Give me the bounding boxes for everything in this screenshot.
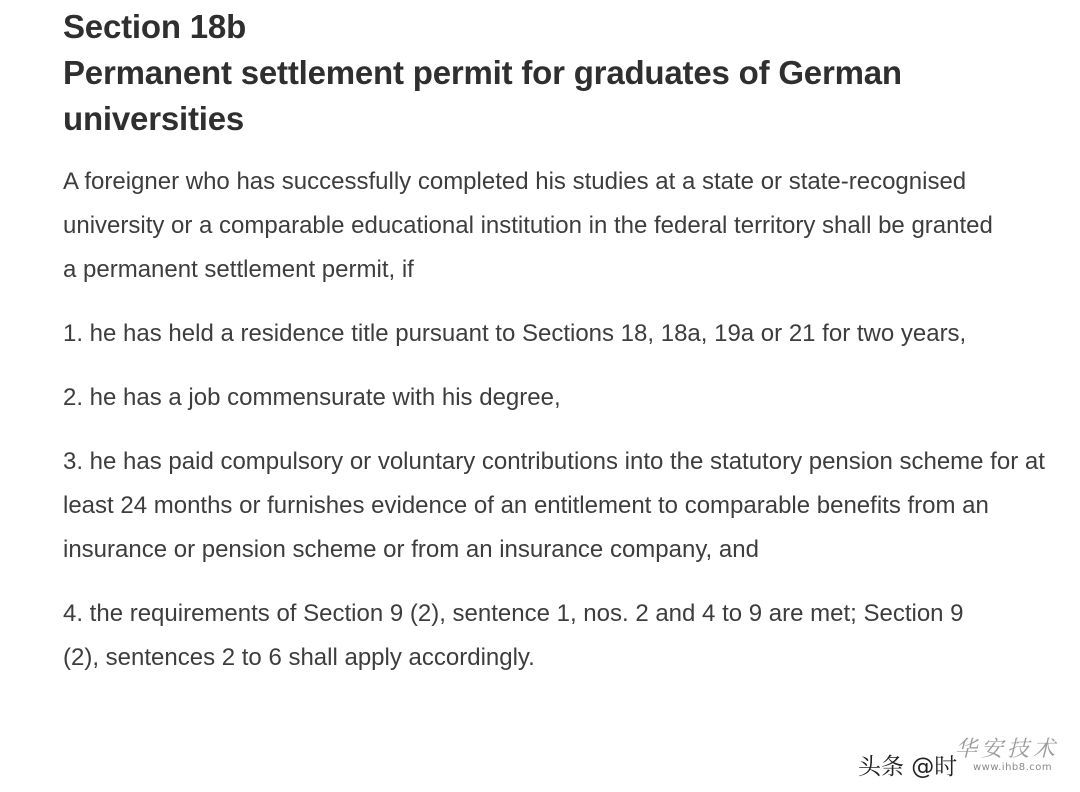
intro-paragraph: A foreigner who has successfully completed his studies at a state or state-recognised university or a comparable educational institution in the federal territory shall be granted a permanent settlement permit, if [63,168,993,283]
watermark-logo [955,738,1065,778]
watermark-logo-text: 华安技术 [955,737,1060,762]
requirement-item-4: 4. the requirements of Section 9 (2), sentence 1, nos. 2 and 4 to 9 are met; Section 9 (2), sentences 2 to 6 shall apply accordingly. [63,600,964,671]
requirement-item-1: 1. he has held a residence title pursuant to Sections 18, 18a, 19a or 21 for two years, [63,320,967,347]
requirement-item-3: 3. he has paid compulsory or voluntary contributions into the statutory pension scheme for at least 24 months or furnishes evidence of an entitlement to comparable benefits from an insurance or pension scheme or from an insurance company, and [63,448,1045,563]
watermark-site-text: www.ihb8.com [973,762,1053,773]
source-watermark [858,746,957,782]
section-number-heading: Section 18b [63,8,247,45]
section-title-line-1: Permanent settlement permit for graduates of German [63,54,902,91]
section-title-line-2: universities [63,100,245,137]
requirement-item-2: 2. he has a job commensurate with his degree, [63,384,561,411]
watermark-source-text: 头条 @时 [858,753,958,780]
document [63,0,1053,680]
